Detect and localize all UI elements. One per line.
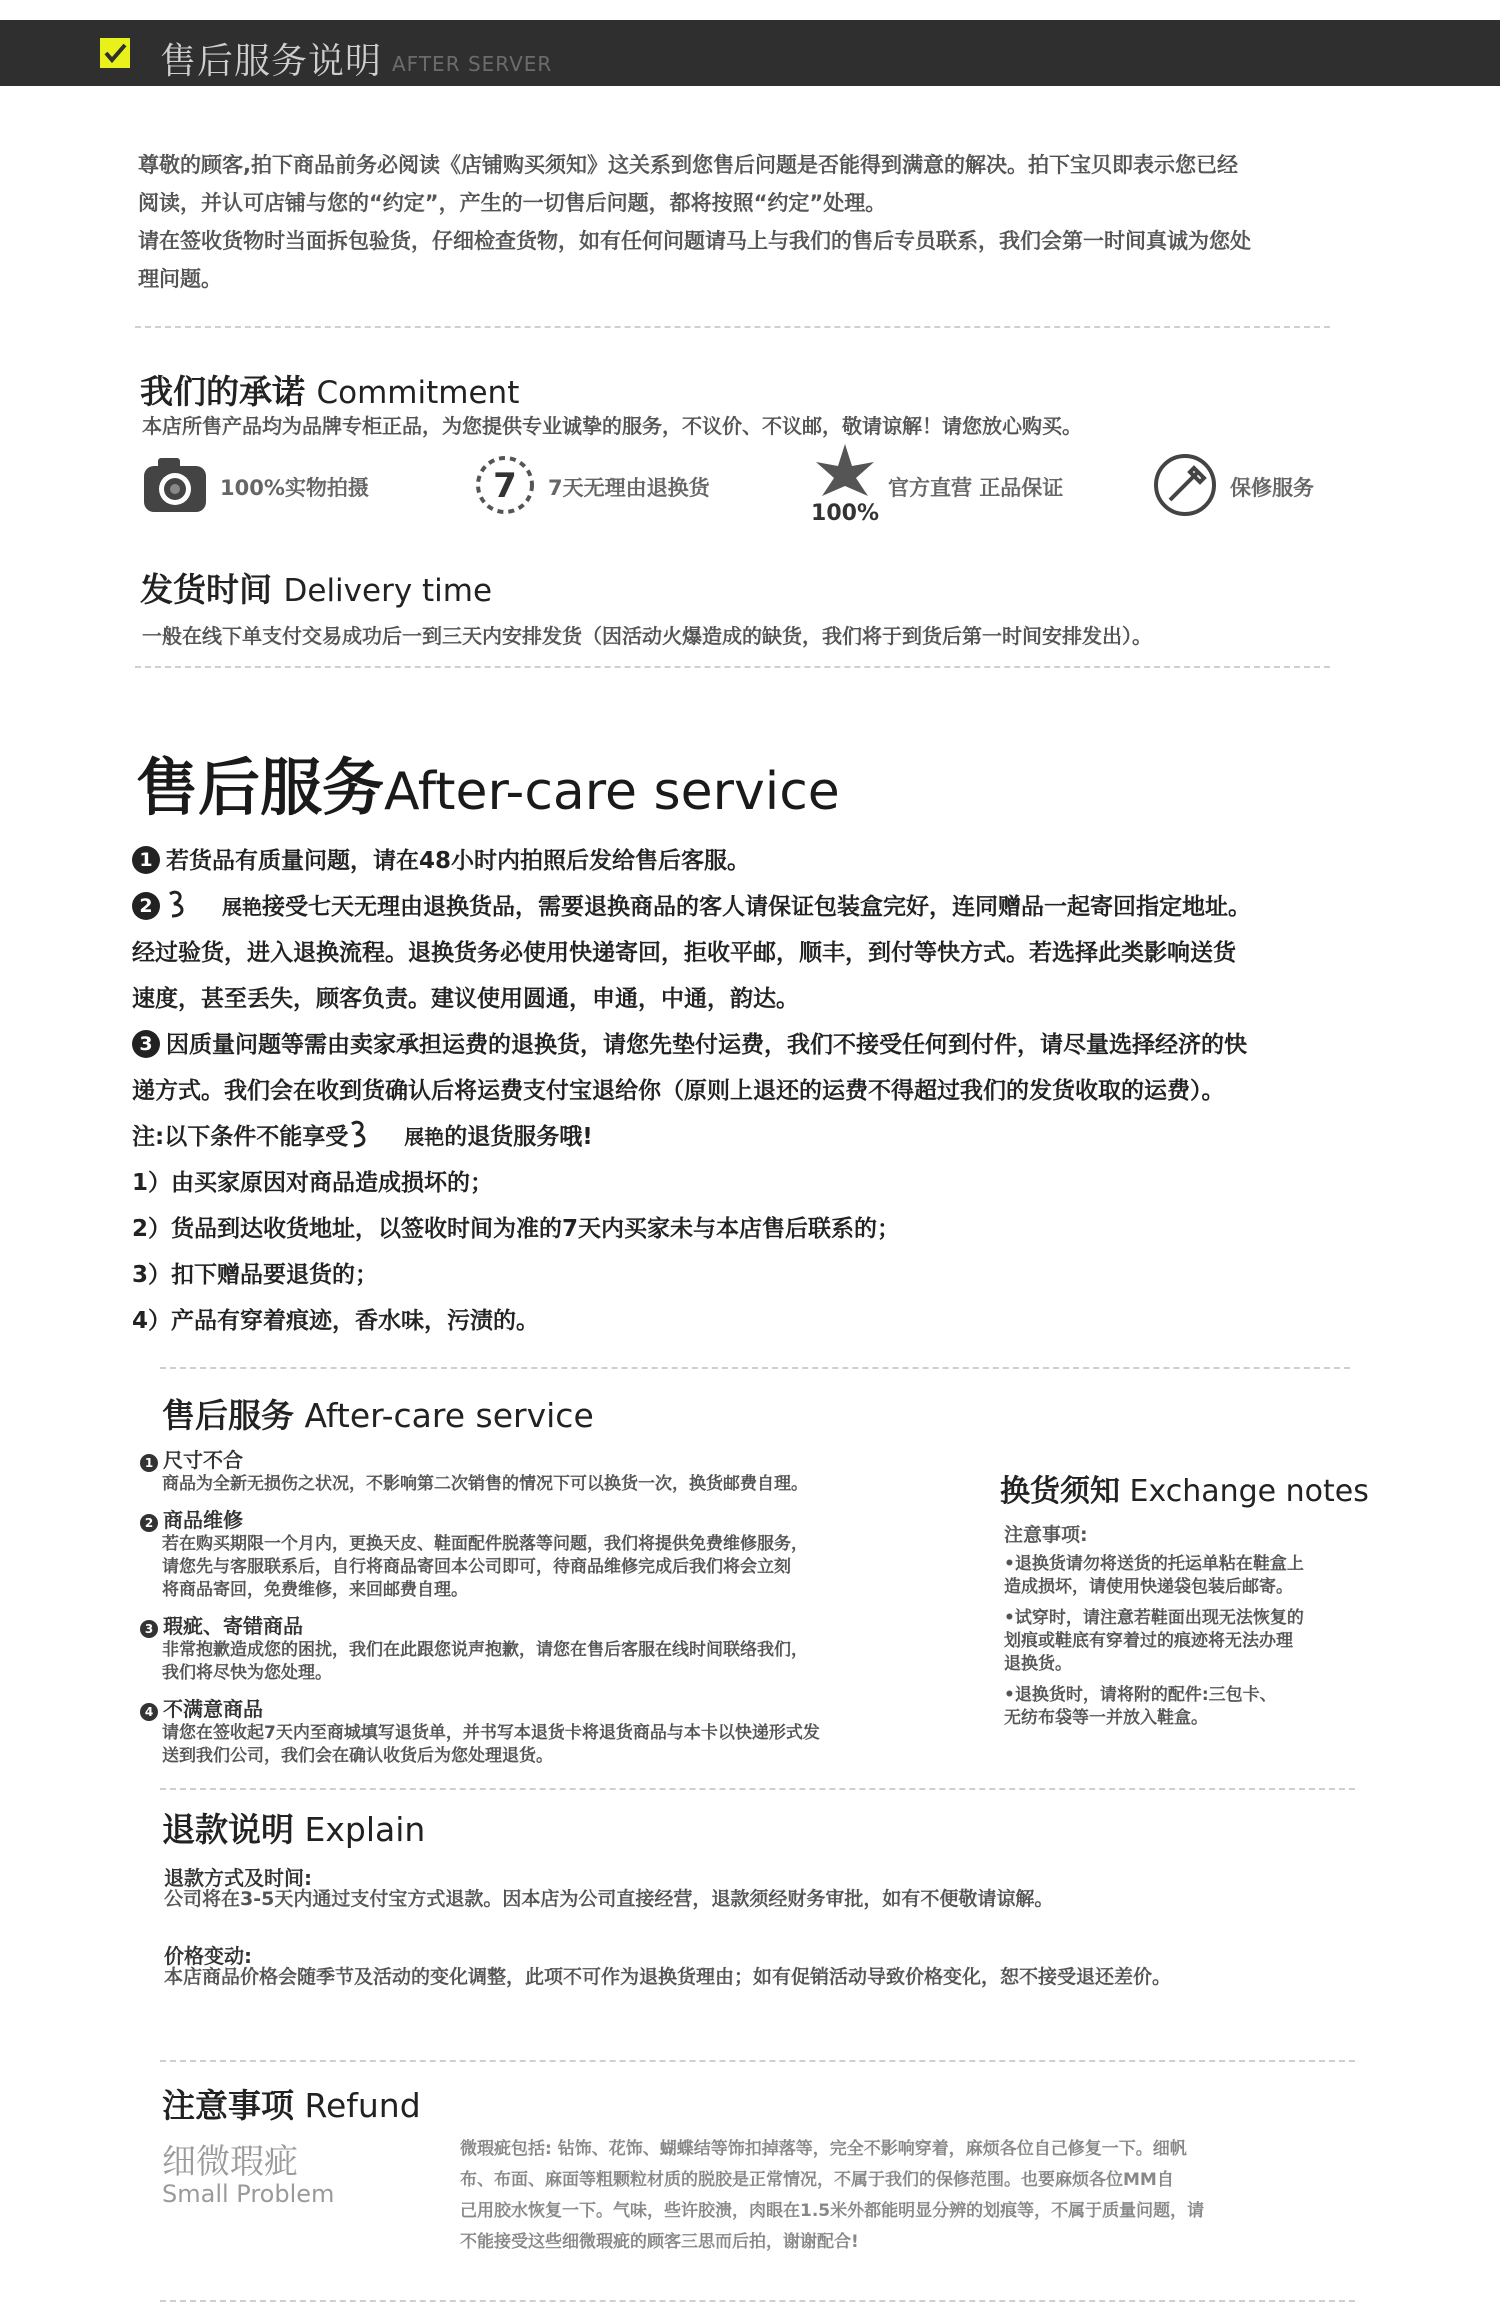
note-line: 划痕或鞋底有穿着过的痕迹将无法办理: [1004, 1631, 1293, 1651]
service2-title: [162, 1390, 594, 1437]
service-subhead: [140, 1444, 980, 1473]
attention-side-zh: 细微瑕疵: [162, 2142, 298, 2182]
delivery-title-en: Delivery time: [283, 573, 493, 609]
exchange-notes: [1004, 1524, 1384, 1730]
service-subbody: [162, 1473, 980, 1496]
service-subhead: [140, 1693, 980, 1722]
divider: [160, 1367, 1350, 1369]
item-text: 递方式。我们会在收到货确认后将运费支付宝退给你（原则上退还的运费不得超过我们的发货收取的运费）。: [132, 1078, 1225, 1104]
intro-line: 阅读，并认可店铺与您的“约定”，产生的一切售后问题，都将按照“约定”处理。: [138, 191, 887, 215]
subhead-number: 1: [140, 1454, 158, 1472]
subbody-line: 若在购买期限一个月内，更换天皮、鞋面配件脱落等问题，我们将提供免费维修服务，: [162, 1534, 808, 1554]
subbody-line: 商品为全新无损伤之状况，不影响第二次销售的情况下可以换货一次，换货邮费自理。: [162, 1474, 808, 1494]
attention-title-zh: 注意事项: [162, 2086, 294, 2125]
commitment-title-zh: 我们的承诺: [140, 372, 305, 411]
divider: [160, 2300, 1355, 2302]
note-suffix: 的退货服务哦!: [444, 1124, 593, 1150]
feature-official: [810, 440, 880, 528]
aftercare-title-zh: 售后服务: [136, 751, 385, 824]
refund-title-zh: 退款说明: [162, 1810, 294, 1849]
seven-digit: 7: [493, 466, 517, 506]
exchange-label: 注意事项:: [1004, 1524, 1088, 1546]
refund-title: [162, 1804, 425, 1851]
header-subtitle: AFTER SERVER: [392, 52, 553, 76]
item-number: 2: [132, 892, 160, 920]
attention-title: [162, 2080, 421, 2127]
subbody-line: 送到我们公司，我们会在确认收货后为您处理退货。: [162, 1746, 553, 1766]
condition-item: 3）扣下赠品要退货的；: [132, 1262, 379, 1288]
intro-paragraph: [138, 146, 1368, 298]
aftercare-title: [136, 738, 840, 827]
attention-line: 不能接受这些细微瑕疵的顾客三思而后拍，谢谢配合!: [460, 2232, 859, 2252]
aftercare-note: [132, 1114, 1372, 1160]
attention-body: [460, 2134, 1360, 2258]
brand-logo-icon: [166, 888, 222, 920]
service2-title-zh: 售后服务: [162, 1396, 294, 1435]
check-icon: [100, 38, 130, 68]
service-subbody: [162, 1639, 980, 1685]
subhead-title: 瑕疵、寄错商品: [163, 1614, 303, 1638]
feature-camera: [140, 450, 210, 524]
feature-seven-day: [470, 450, 540, 524]
intro-line: 请在签收货物时当面拆包验货，仔细检查货物，如有任何问题请马上与我们的售后专员联系，我们会第一时间真诚为您处: [138, 229, 1251, 253]
subbody-line: 请您在签收起7天内至商城填写退货单，并书写本退货卡将退货商品与本卡以快递形式发: [162, 1723, 820, 1743]
intro-line: 尊敬的顾客,拍下商品前务必阅读《店铺购买须知》这关系到您售后问题是否能得到满意的解决。拍下宝贝即表示您已经: [138, 153, 1238, 177]
item-number: 1: [132, 846, 160, 874]
delivery-title: [140, 564, 492, 611]
aftercare-item: [132, 884, 1372, 930]
subhead-number: 3: [140, 1620, 158, 1638]
feature-label: 官方直营 正品保证: [888, 476, 1064, 500]
note-line: 退换货。: [1004, 1654, 1072, 1674]
exchange-note: [1004, 1684, 1384, 1730]
commitment-desc: 本店所售产品均为品牌专柜正品，为您提供专业诚挚的服务，不议价、不议邮，敬请谅解！请您放心购买。: [142, 414, 1082, 438]
item-text: 速度，甚至丢失，顾客负责。建议使用圆通，申通，中通，韵达。: [132, 986, 799, 1012]
subbody-line: 非常抱歉造成您的困扰，我们在此跟您说声抱歉，请您在售后客服在线时间联络我们，: [162, 1640, 808, 1660]
attention-line: 微瑕疵包括: 钻饰、花饰、蝴蝶结等饰扣掉落等，完全不影响穿着，麻烦各位自己修复一下。细帆: [460, 2139, 1187, 2159]
camera-icon: [140, 450, 210, 520]
exchange-note: [1004, 1553, 1384, 1599]
divider: [160, 1788, 1355, 1790]
subhead-title: 商品维修: [163, 1508, 243, 1532]
aftercare-list: [132, 838, 1372, 1344]
aftercare-item: [132, 1022, 1372, 1068]
refund-price-label: 价格变动:: [164, 1944, 252, 1968]
feature-label: 100%实物拍摄: [220, 476, 369, 500]
hundred-text: 100%: [811, 501, 879, 524]
commitment-title: [140, 366, 519, 413]
commitment-title-en: Commitment: [316, 375, 520, 411]
condition-item: 2）货品到达收货地址，以签收时间为准的7天内买家未与本店售后联系的；: [132, 1216, 901, 1242]
attention-title-en: Refund: [304, 2086, 421, 2125]
delivery-title-zh: 发货时间: [140, 570, 272, 609]
refund-title-en: Explain: [304, 1810, 426, 1849]
service-subbody: [162, 1722, 980, 1768]
feature-warranty: [1150, 450, 1220, 524]
refund-method-label: 退款方式及时间:: [164, 1866, 312, 1890]
service2-list: [140, 1444, 980, 1768]
header-title: 售后服务说明: [160, 41, 383, 82]
exchange-title-zh: 换货须知: [1000, 1474, 1120, 1509]
item-text: 因质量问题等需由卖家承担运费的退换货，请您先垫付运费，我们不接受任何到付件，请尽量选择经济的快: [166, 1032, 1247, 1058]
brand-name: 展艳: [222, 895, 262, 919]
subhead-number: 2: [140, 1514, 158, 1532]
service-subbody: [162, 1533, 980, 1602]
condition-item: 4）产品有穿着痕迹，香水味，污渍的。: [132, 1308, 540, 1334]
item-text: 经过验货，进入退换流程。退换货务必使用快递寄回，拒收平邮，顺丰，到付等快方式。若选择此类影响送货: [132, 940, 1236, 966]
service-subhead: [140, 1610, 980, 1639]
note-prefix: 注:以下条件不能享受: [132, 1124, 349, 1150]
warranty-icon: [1150, 450, 1220, 520]
brand-name: 展艳: [404, 1125, 445, 1149]
aftercare-title-en: After-care service: [384, 762, 840, 822]
exchange-note: [1004, 1607, 1384, 1676]
subbody-line: 将商品寄回，免费维修，来回邮费自理。: [162, 1580, 468, 1600]
note-line: •退换货时，请将附的配件:三包卡、: [1004, 1685, 1277, 1705]
exchange-title-en: Exchange notes: [1129, 1474, 1369, 1509]
attention-side-en: Small Problem: [162, 2180, 335, 2208]
attention-line: 布、布面、麻面等粗颗粒材质的脱胶是正常情况，不属于我们的保修范围。也要麻烦各位MM自: [460, 2170, 1174, 2190]
service-subhead: [140, 1504, 980, 1533]
divider: [135, 666, 1330, 668]
note-line: •退换货请勿将送货的托运单粘在鞋盒上: [1004, 1554, 1304, 1574]
official-100-icon: [810, 440, 880, 524]
subhead-number: 4: [140, 1703, 158, 1721]
subbody-line: 请您先与客服联系后，自行将商品寄回本公司即可，待商品维修完成后我们将会立刻: [162, 1557, 791, 1577]
item-number: 3: [132, 1030, 160, 1058]
aftercare-item: [132, 838, 1372, 884]
exchange-title: [1000, 1466, 1369, 1510]
subhead-title: 不满意商品: [163, 1697, 263, 1721]
subhead-title: 尺寸不合: [163, 1448, 243, 1472]
feature-label: 保修服务: [1230, 476, 1314, 500]
condition-item: 1）由买家原因对商品造成损坏的；: [132, 1170, 494, 1196]
seven-day-badge-icon: [470, 450, 540, 520]
brand-logo-icon: [348, 1118, 404, 1150]
service2-title-en: After-care service: [304, 1396, 594, 1435]
intro-line: 理问题。: [138, 267, 222, 291]
subbody-line: 我们将尽快为您处理。: [162, 1663, 332, 1683]
delivery-desc: 一般在线下单支付交易成功后一到三天内安排发货（因活动火爆造成的缺货，我们将于到货后第一时间安排发出）。: [142, 624, 1152, 648]
note-line: 无纺布袋等一并放入鞋盒。: [1004, 1708, 1208, 1728]
refund-method-text: 公司将在3-5天内通过支付宝方式退款。因本店为公司直接经营，退款须经财务审批，如有不便敬请谅解。: [164, 1888, 1054, 1910]
refund-price-text: 本店商品价格会随季节及活动的变化调整，此项不可作为退换货理由；如有促销活动导致价格变化，恕不接受退还差价。: [164, 1966, 1172, 1988]
divider: [135, 326, 1330, 328]
note-line: 造成损坏，请使用快递袋包装后邮寄。: [1004, 1577, 1293, 1597]
divider: [160, 2060, 1355, 2062]
note-line: •试穿时，请注意若鞋面出现无法恢复的: [1004, 1608, 1304, 1628]
feature-label: 7天无理由退换货: [548, 476, 710, 500]
attention-line: 己用胶水恢复一下。气味，些许胶溃，肉眼在1.5米外都能明显分辨的划痕等，不属于质量问题，请: [460, 2201, 1205, 2221]
item-text: 若货品有质量问题，请在48小时内拍照后发给售后客服。: [166, 848, 751, 874]
item-text: 接受七天无理由退换货品，需要退换商品的客人请保证包装盒完好，连同赠品一起寄回指定地址。: [262, 894, 1251, 920]
